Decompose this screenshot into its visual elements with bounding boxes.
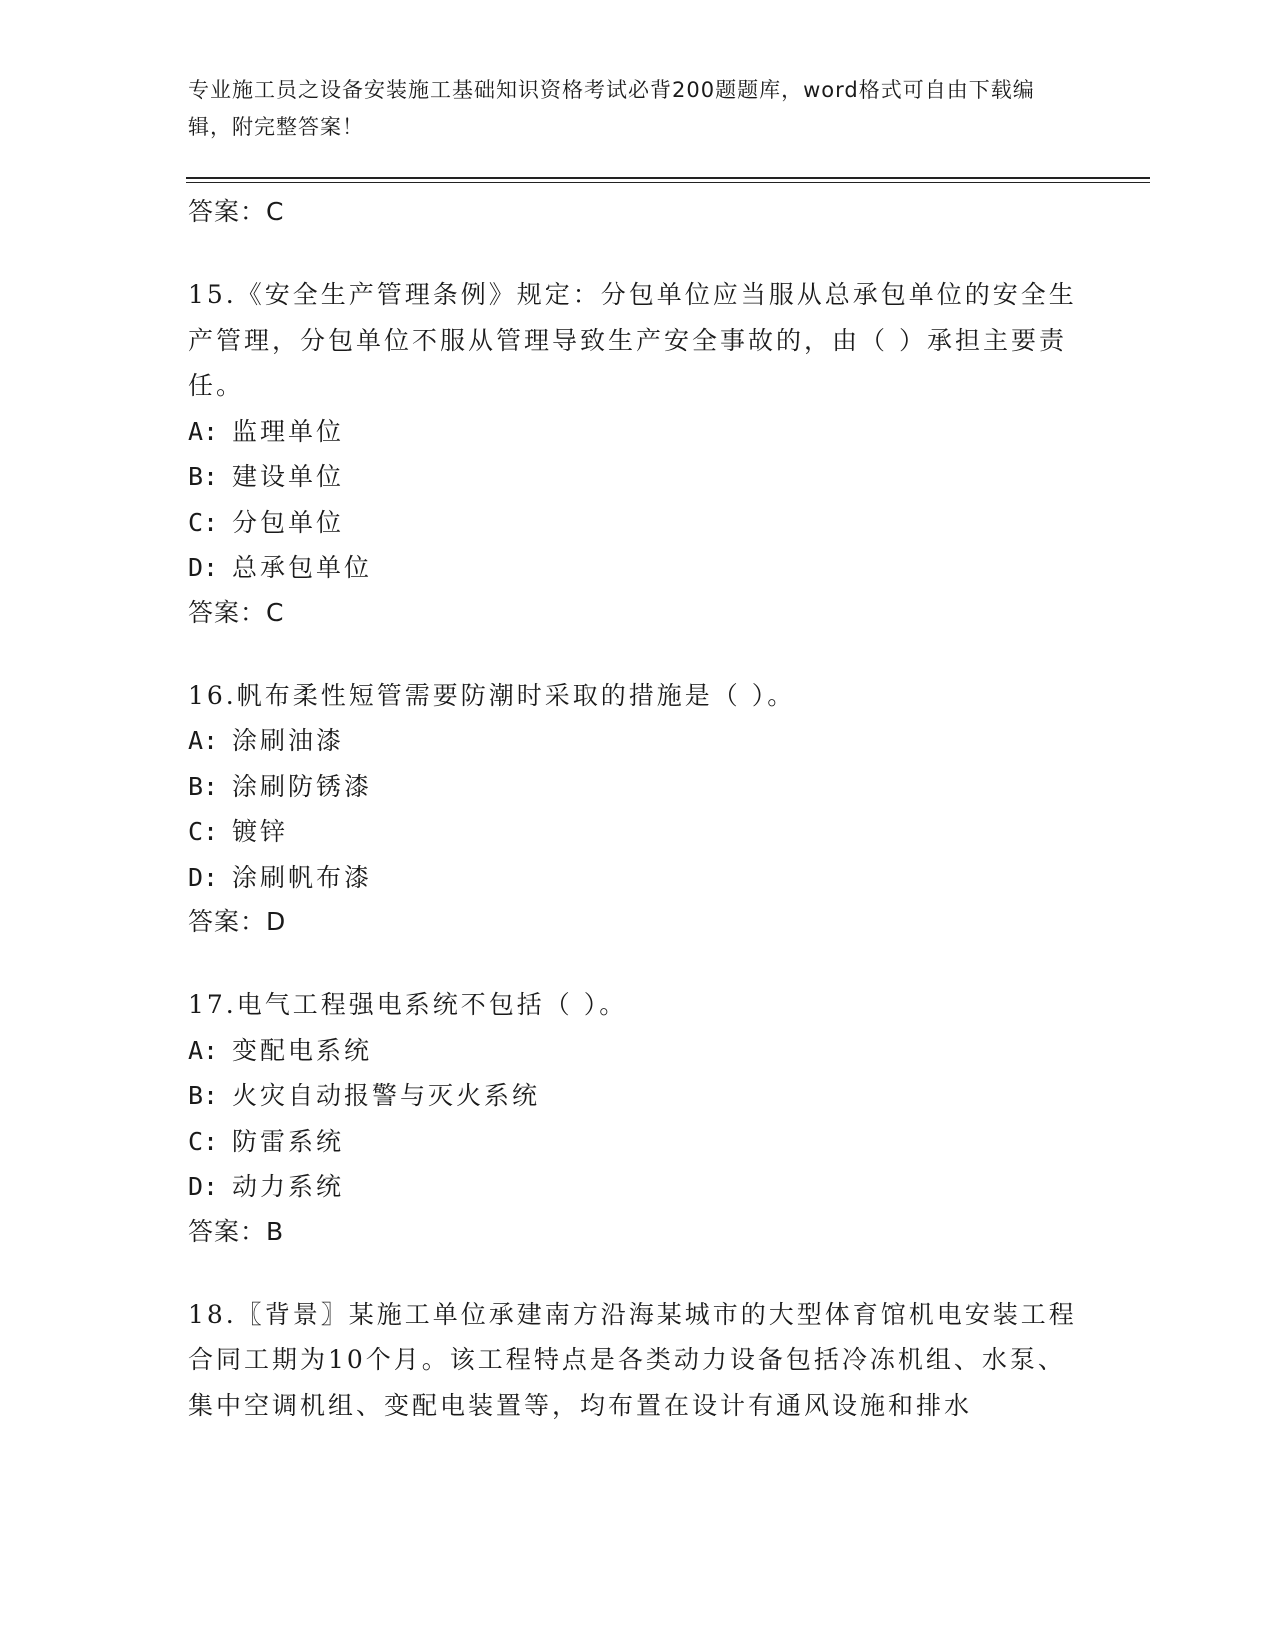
question-text: 17.电气工程强电系统不包括（ ）。 [188,990,628,1019]
option-letter: B: [188,1081,219,1110]
header-divider-thin [186,182,1150,183]
option-letter: C: [188,507,219,537]
option-text: 涂刷防锈漆 [232,771,373,801]
option-letter: D: [188,1172,219,1201]
option-c [188,500,1088,546]
option-letter: C: [188,1126,219,1156]
option-letter: A: [188,726,219,755]
question-text: 16.帆布柔性短管需要防潮时采取的措施是（ ）。 [188,680,796,710]
option-d [188,1164,1088,1210]
answer-line: 答案：C [188,197,285,226]
question-block [188,673,1088,945]
option-text: 建设单位 [232,462,345,491]
option-c [188,1119,1088,1165]
option-b [188,454,1088,500]
option-a [188,718,1088,764]
option-b [188,1073,1088,1119]
question-list [188,190,1088,1428]
option-letter: B: [188,462,219,491]
option-c [188,809,1088,855]
question-block [188,982,1088,1254]
option-text: 涂刷帆布漆 [232,862,373,892]
option-text: 分包单位 [232,507,345,537]
option-letter: A: [188,416,219,446]
option-a [188,1028,1088,1074]
option-d [188,545,1088,591]
option-letter: C: [188,817,219,846]
option-text: 防雷系统 [232,1126,345,1156]
answer-line: 答案：D [188,907,287,936]
option-text: 变配电系统 [232,1035,373,1065]
question-text: 15.《安全生产管理条例》规定：分包单位应当服从总承包单位的安全生产管理，分包单位不服从管理导致生产安全事故的，由（ ）承担主要责任。 [188,280,1077,400]
option-text: 动力系统 [232,1172,345,1201]
header-divider-thick [186,177,1150,179]
question-block [188,1292,1088,1429]
option-text: 火灾自动报警与灭火系统 [232,1081,541,1110]
answer-line: 答案：C [188,597,285,627]
option-text: 总承包单位 [232,553,373,582]
page-header: 专业施工员之设备安装施工基础知识资格考试必背200题题库，word格式可自由下载编辑，附完整答案！ [188,78,1035,139]
answer-line: 答案：B [188,1216,285,1246]
option-d [188,855,1088,901]
option-letter: B: [188,771,219,801]
option-letter: A: [188,1035,219,1065]
option-b [188,764,1088,810]
question-block [188,272,1088,635]
question-text: 18.〖背景〗某施工单位承建南方沿海某城市的大型体育馆机电安装工程合同工期为10个月。该工程特点是各类动力设备包括冷冻机组、水泵、集中空调机组、变配电装置等，均布置在设计有通风设施和排水 [188,1299,1077,1420]
option-a [188,409,1088,455]
option-text: 监理单位 [232,416,345,446]
option-letter: D: [188,862,219,892]
option-text: 涂刷油漆 [232,726,345,755]
option-letter: D: [188,553,219,582]
option-text: 镀锌 [232,817,289,846]
